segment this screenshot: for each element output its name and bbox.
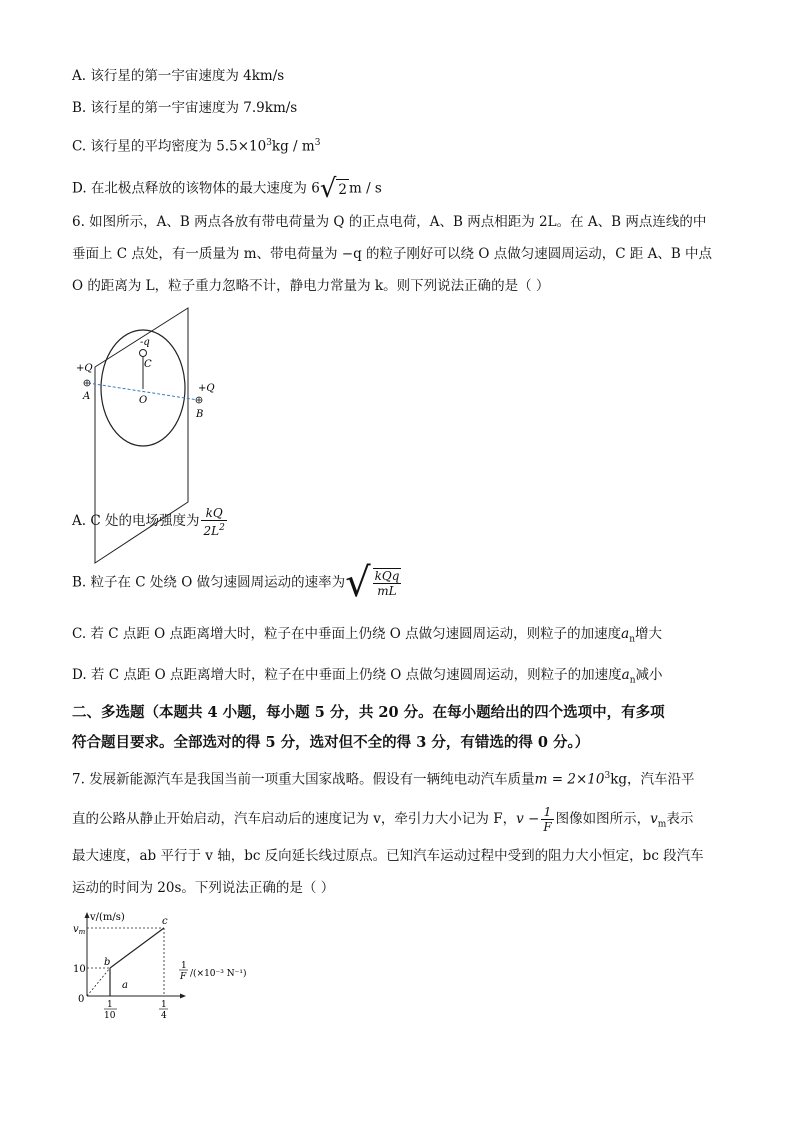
q6-option-b-text: B. 粒子在 C 处绕 O 做匀速圆周运动的速率为 — [72, 574, 346, 591]
q5-option-c — [72, 133, 320, 157]
q5-option-c-exp: 3 — [266, 138, 272, 148]
q7-graph — [70, 910, 280, 1022]
sqrt-sign: √ — [319, 174, 337, 204]
q7-inverse-f-fraction — [541, 805, 553, 834]
q7-mass-exp: 3 — [604, 771, 611, 781]
q6-option-c-end: 增大 — [635, 626, 663, 642]
q6-option-d-text: D. 若 C 点距 O 点距离增大时，粒子在中垂面上仍绕 O 点做匀速圆周运动，则粒子的加速度 — [72, 667, 622, 683]
q5-option-c-text: C. 该行星的平均密度为 5.5×10 — [72, 138, 267, 155]
q6-option-c-sub: n — [629, 634, 636, 645]
segment-bc — [110, 928, 164, 968]
charge-c — [140, 350, 147, 357]
q6-stem-line2: 垂面上 C 点处，有一质量为 m、带电荷量为 −q 的粒子刚好可以绕 O 点做匀速圆周运动，C 距 A、B 中点 — [72, 246, 713, 262]
x-axis-label-unit: /(×10⁻³ N⁻¹) — [190, 969, 247, 979]
q6-option-a-den-exp: 2 — [219, 522, 225, 533]
q5-option-b: B. 该行星的第一宇宙速度为 7.9km/s — [72, 100, 298, 116]
q6-stem-line1: 6. 如图所示，A、B 两点各放有带电荷量为 Q 的正点电荷，A、B 两点相距为 2L。在 A、B 两点连线的中 — [72, 214, 707, 230]
x-tick2-num: 1 — [161, 1000, 167, 1010]
label-minus-q: -q — [140, 337, 150, 348]
point-b-label: b — [104, 957, 111, 968]
q6-option-a-num: kQ — [201, 506, 226, 521]
q6-option-b — [72, 560, 403, 606]
q5-option-d-unit: m / s — [348, 180, 382, 197]
section2-heading-line1: 二、多选题（本题共 4 小题，每小题 5 分，共 20 分。在每小题给出的四个选项中，有多项 — [72, 704, 665, 721]
point-c-label: c — [162, 916, 168, 927]
q7-stem-line3: 最大速度，ab 平行于 v 轴，bc 反向延长线过原点。已知汽车运动过程中受到的阻力大小恒定，bc 段汽车 — [72, 848, 704, 864]
q6-stem-line3: O 的距离为 L，粒子重力忽略不计，静电力常量为 k。则下列说法正确的是（ ） — [72, 278, 550, 294]
q7-stem-line2-text: 直的公路从静止开始启动，汽车启动后的速度记为 v，牵引力大小记为 F， — [72, 811, 517, 827]
label-b: B — [196, 409, 204, 420]
label-plus-q-left: +Q — [76, 363, 93, 374]
x-axis-arrow — [180, 994, 186, 999]
label-c: C — [144, 359, 152, 370]
q7-stem-line1-text: 7. 发展新能源汽车是我国当前一项重大国家战略。假设有一辆纯电动汽车质量 — [72, 771, 535, 788]
q7-stem-line2 — [72, 803, 693, 841]
y-axis-arrow — [85, 912, 90, 918]
origin-label: 0 — [78, 994, 85, 1005]
x-axis-label-num: 1 — [181, 961, 187, 971]
vm-tick-v: v — [73, 924, 79, 935]
q6-option-a — [72, 505, 229, 538]
x-tick2-den: 4 — [161, 1011, 167, 1021]
q6-option-d — [72, 665, 663, 691]
q6-option-c-a: a — [621, 626, 630, 642]
q7-stem-line1-suffix: kg，汽车沿平 — [610, 771, 695, 788]
q7-stem-line2-suffix: 图像如图所示， — [555, 811, 651, 827]
q6-option-d-end: 减小 — [635, 667, 663, 683]
q7-frac-num: 1 — [541, 805, 553, 820]
q7-mass-formula: m = 2×10 — [534, 771, 605, 788]
q6-option-b-num: kQq — [374, 569, 400, 583]
q5-option-d-text: D. 在北极点释放的该物体的最大速度为 6 — [72, 180, 320, 197]
q7-stem-line4: 运动的时间为 20s。下列说法正确的是（ ） — [72, 880, 335, 896]
x-axis-label-den: F — [180, 972, 187, 982]
label-o: O — [139, 395, 148, 406]
q7-vm-sub: m — [657, 819, 667, 830]
vm-tick — [73, 924, 86, 936]
ten-tick: 10 — [73, 964, 86, 975]
q5-option-c-unit: kg / m — [271, 138, 315, 155]
q6-option-c — [72, 624, 662, 650]
q7-v-symbol: v − — [516, 811, 540, 827]
q7-vm-symbol: v — [650, 811, 658, 827]
q6-option-a-fraction — [201, 506, 226, 538]
q5-option-c-unit-exp: 3 — [314, 138, 321, 148]
q5-option-a: A. 该行星的第一宇宙速度为 4km/s — [72, 68, 285, 84]
label-plus-q-right: +Q — [198, 383, 215, 394]
point-a-label: a — [122, 980, 128, 991]
q7-frac-den: F — [543, 820, 552, 834]
q6-option-b-den: mL — [377, 584, 397, 598]
x-tick1-den: 10 — [104, 1011, 116, 1021]
q7-stem-line1 — [72, 766, 695, 790]
dashed-extension — [87, 968, 110, 996]
q5-option-d-radicand: 2 — [336, 179, 349, 200]
q6-option-d-a: a — [621, 667, 630, 683]
q6-option-d-sub: n — [629, 675, 636, 686]
q6-option-c-text: C. 若 C 点距 O 点距离增大时，粒子在中垂面上仍绕 O 点做匀速圆周运动，则粒子的加速度 — [72, 626, 622, 642]
vm-tick-sub: m — [78, 928, 86, 936]
label-a: A — [83, 391, 91, 402]
y-axis-label: v/(m/s) — [90, 912, 125, 923]
q6-option-a-den: 2L — [203, 523, 220, 538]
q6-option-a-text: A. C 处的电场强度为 — [72, 513, 200, 529]
x-tick1-num: 1 — [107, 1000, 113, 1010]
sqrt-sign-large: √ — [345, 560, 371, 606]
q7-stem-line2-end: 表示 — [666, 811, 694, 827]
section2-heading-line2: 符合题目要求。全部选对的得 5 分，选对但不全的得 3 分，有错选的得 0 分。） — [72, 734, 590, 751]
q6-option-b-fraction — [373, 568, 402, 598]
q5-option-d — [72, 176, 382, 202]
